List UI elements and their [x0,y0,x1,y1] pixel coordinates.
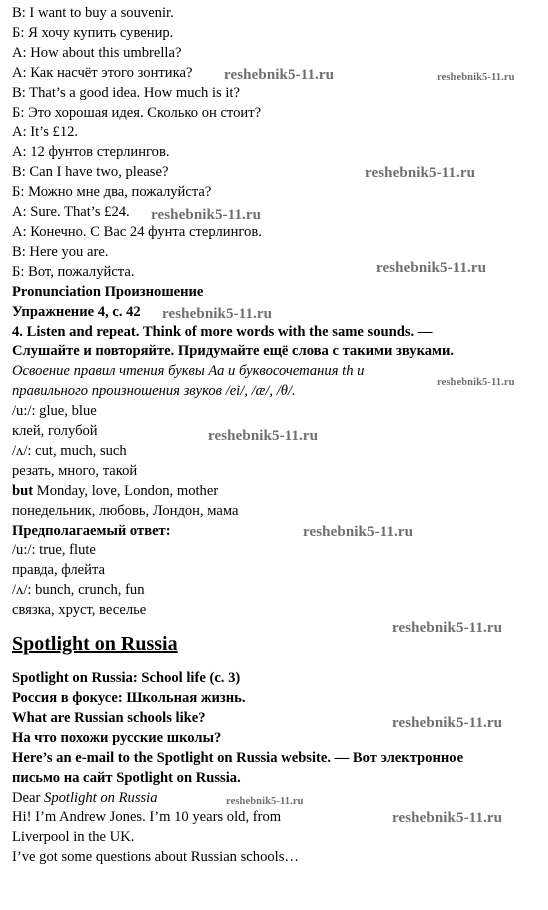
watermark: reshebnik5-11.ru [224,67,335,83]
dialogue-line: А: Конечно. С Вас 24 фунта стерлингов. [12,223,262,240]
exercise-task-ru: Слушайте и повторяйте. Придумайте ещё слова с такими звуками. [12,343,455,360]
exercise-task-en: 4. Listen and repeat. Think of more words with the same sounds. — [12,323,433,340]
section-subheading: Россия в фокусе: Школьная жизнь. [12,690,246,706]
sound-example: /u:/: glue, blue [12,403,97,420]
email-body: Hi! I’m Andrew Jones. I’m 10 years old, from [12,809,282,826]
dialogue-line: B: I want to buy a souvenir. [12,5,174,21]
exercise-goal: правильного произношения звуков /ei/, /æ/, /θ/. [12,383,296,400]
but-words: Monday, love, London, mother [33,482,219,499]
watermark: reshebnik5-11.ru [437,72,515,83]
dialogue-line: Б: Вот, пожалуйста. [12,263,135,280]
answer-translation: связка, хруст, веселье [12,602,147,619]
section-intro: Here’s an e-mail to the Spotlight on Russia website. — Вот электронное [12,749,464,766]
section-question: На что похожи русские школы? [12,729,222,746]
section-intro: письмо на сайт Spotlight on Russia. [12,769,241,786]
sound-translation: клей, голубой [12,423,98,440]
answer-heading: Предполагаемый ответ: [12,522,171,539]
watermark: reshebnik5-11.ru [376,260,487,276]
watermark: reshebnik5-11.ru [151,207,262,223]
section-subheading: Spotlight on Russia: School life (с. 3) [12,670,241,687]
sound-translation: резать, много, такой [12,462,138,479]
dialogue-line: A: How about this umbrella? [12,44,182,61]
watermark: reshebnik5-11.ru [365,165,476,181]
watermark: reshebnik5-11.ru [392,620,503,636]
watermark: reshebnik5-11.ru [437,377,515,388]
email-body: I’ve got some questions about Russian schools… [12,849,299,866]
answer-translation: правда, флейта [12,562,106,579]
dialogue-line: А: 12 фунтов стерлингов. [12,144,170,161]
sound-example [12,482,542,502]
watermark: reshebnik5-11.ru [392,715,503,731]
watermark: reshebnik5-11.ru [392,810,503,826]
answer-example: /ʌ/: bunch, crunch, fun [12,582,145,599]
pronunciation-heading: Pronunciation Произношение [12,283,204,300]
sound-example: /ʌ/: cut, much, such [12,442,127,459]
email-greeting-dear: Dear [12,789,45,806]
dialogue-line: A: It’s £12. [12,124,79,141]
dialogue-line: B: Can I have two, please? [12,164,169,181]
email-body: Liverpool in the UK. [12,829,135,846]
watermark: reshebnik5-11.ru [226,796,304,807]
dialogue-line: А: Как насчёт этого зонтика? [12,64,193,81]
section-question: What are Russian schools like? [12,709,206,726]
sound-translation: понедельник, любовь, Лондон, мама [12,502,239,519]
dialogue-line: Б: Это хорошая идея. Сколько он стоит? [12,104,262,121]
section-heading: Spotlight on Russia [12,633,178,656]
watermark: reshebnik5-11.ru [303,524,414,540]
watermark: reshebnik5-11.ru [162,306,273,322]
email-greeting-site: Spotlight on Russia [44,789,158,806]
exercise-heading: Упражнение 4, с. 42 [12,303,141,320]
dialogue-line: A: Sure. That’s £24. [12,204,130,221]
dialogue-line: Б: Можно мне два, пожалуйста? [12,184,212,201]
dialogue-line: B: That’s a good idea. How much is it? [12,84,240,101]
answer-example: /u:/: true, flute [12,542,96,559]
watermark: reshebnik5-11.ru [208,428,319,444]
dialogue-line: Б: Я хочу купить сувенир. [12,24,174,41]
but-word: but [12,482,34,499]
exercise-goal: Освоение правил чтения буквы Аа и буквосочетания th и [12,363,365,380]
dialogue-line: B: Here you are. [12,243,109,260]
